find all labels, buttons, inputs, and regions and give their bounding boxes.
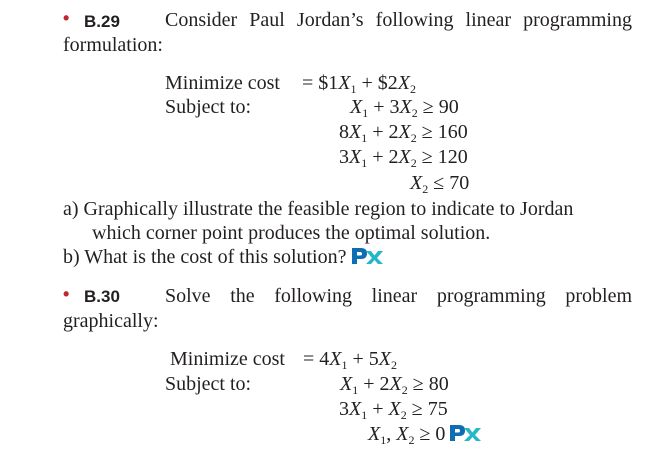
b29-constraint-4: $X_2 \le 70$ bbox=[410, 172, 470, 196]
b29-part-a-line2: which corner point produces the optimal solution. bbox=[92, 222, 491, 244]
b30-constraint-1: $X_1 + 2X_2 \ge 80$ bbox=[340, 373, 449, 397]
b29-part-b-text: b) What is the cost of this solution? bbox=[63, 246, 347, 268]
px-badge-icon bbox=[449, 424, 485, 448]
b30-constraint-3: $X_1$, $X_2 \ge 0$ bbox=[368, 423, 485, 448]
b30-intro-line1: Solve the following linear programming problem bbox=[165, 285, 632, 307]
bullet-b30: • bbox=[63, 284, 70, 304]
b29-part-a-line1: a) Graphically illustrate the feasible region to indicate to Jordan bbox=[63, 198, 574, 220]
b29-subject-to-label: Subject to: bbox=[165, 96, 252, 118]
b30-objective-label: Minimize cost bbox=[170, 348, 285, 370]
b29-constraint-1: $X_1 + 3X_2 \ge 90$ bbox=[350, 96, 459, 120]
b29-intro-line1: Consider Paul Jordan’s following linear programming bbox=[165, 9, 632, 31]
b29-constraint-3: $3X_1 + 2X_2 \ge 120$ bbox=[339, 146, 468, 170]
bullet-b29: • bbox=[63, 8, 70, 28]
b29-intro-line2: formulation: bbox=[63, 34, 163, 56]
b29-part-b bbox=[63, 246, 387, 271]
b30-subject-to-label: Subject to: bbox=[165, 373, 252, 395]
b30-constraint-2: $3X_1 + X_2 \ge 75$ bbox=[339, 398, 448, 422]
problem-number-b30: B.30 bbox=[84, 287, 120, 306]
b29-constraint-2: $8X_1 + 2X_2 \ge 160$ bbox=[339, 121, 468, 145]
b29-objective: = $\$1X_1$ + $\$2X_2$ bbox=[302, 72, 416, 96]
b29-objective-label: Minimize cost bbox=[165, 72, 280, 94]
b30-intro-line2: graphically: bbox=[63, 310, 159, 332]
problem-number-b29: B.29 bbox=[84, 12, 120, 31]
b30-objective: = $4X_1 + 5X_2$ bbox=[303, 348, 397, 372]
px-badge-icon bbox=[351, 247, 387, 271]
